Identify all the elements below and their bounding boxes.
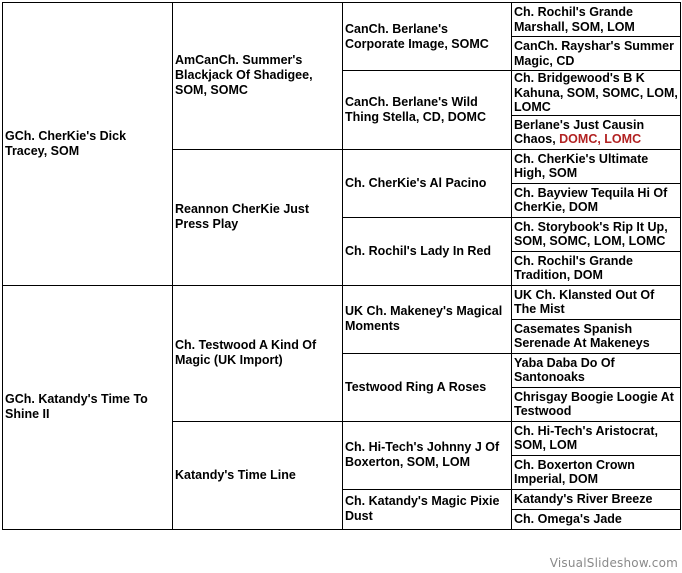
- ancestor-gen4-16: Ch. Omega's Jade: [512, 509, 681, 529]
- ancestor-gen4-1: Ch. Rochil's Grande Marshall, SOM, LOM: [512, 3, 681, 37]
- dam-sire-dam: Testwood Ring A Roses: [343, 353, 512, 421]
- ancestor-gen4-10: Casemates Spanish Serenade At Makeneys: [512, 319, 681, 353]
- dam-sire-sire: UK Ch. Makeney's Magical Moments: [343, 285, 512, 353]
- ancestor-gen4-2: CanCh. Rayshar's Summer Magic, CD: [512, 37, 681, 71]
- watermark: VisualSlideshow.com: [549, 556, 678, 570]
- sire-sire: AmCanCh. Summer's Blackjack Of Shadigee, SOM, SOMC: [173, 3, 343, 150]
- ancestor-gen4-15: Katandy's River Breeze: [512, 489, 681, 509]
- ancestor-gen4-6: Ch. Bayview Tequila Hi Of CherKie, DOM: [512, 183, 681, 217]
- ancestor-gen4-8: Ch. Rochil's Grande Tradition, DOM: [512, 251, 681, 285]
- ancestor-gen4-13: Ch. Hi-Tech's Aristocrat, SOM, LOM: [512, 421, 681, 455]
- dam-dam-dam: Ch. Katandy's Magic Pixie Dust: [343, 489, 512, 529]
- pedigree-table: [2, 2, 681, 530]
- dam-dam: Katandy's Time Line: [173, 421, 343, 529]
- ancestor-gen4-12: Chrisgay Boogie Loogie At Testwood: [512, 387, 681, 421]
- ancestor-gen4-11: Yaba Daba Do Of Santonoaks: [512, 353, 681, 387]
- dam-sire: Ch. Testwood A Kind Of Magic (UK Import): [173, 285, 343, 421]
- dam: GCh. Katandy's Time To Shine II: [3, 285, 173, 529]
- sire-dam-sire: Ch. CherKie's Al Pacino: [343, 149, 512, 217]
- sire-sire-dam: CanCh. Berlane's Wild Thing Stella, CD, DOMC: [343, 71, 512, 150]
- sire-dam-dam: Ch. Rochil's Lady In Red: [343, 217, 512, 285]
- ancestor-gen4-4: Berlane's Just Causin Chaos, DOMC, LOMC: [512, 115, 681, 149]
- sire-sire-sire: CanCh. Berlane's Corporate Image, SOMC: [343, 3, 512, 71]
- ancestor-gen4-3: Ch. Bridgewood's B K Kahuna, SOM, SOMC, LOM, LOMC: [512, 71, 681, 116]
- ancestor-gen4-7: Ch. Storybook's Rip It Up, SOM, SOMC, LOM, LOMC: [512, 217, 681, 251]
- ancestor-gen4-5: Ch. CherKie's Ultimate High, SOM: [512, 149, 681, 183]
- ancestor-gen4-14: Ch. Boxerton Crown Imperial, DOM: [512, 455, 681, 489]
- dam-dam-sire: Ch. Hi-Tech's Johnny J Of Boxerton, SOM, LOM: [343, 421, 512, 489]
- sire-dam: Reannon CherKie Just Press Play: [173, 149, 343, 285]
- ancestor-gen4-9: UK Ch. Klansted Out Of The Mist: [512, 285, 681, 319]
- sire: GCh. CherKie's Dick Tracey, SOM: [3, 3, 173, 286]
